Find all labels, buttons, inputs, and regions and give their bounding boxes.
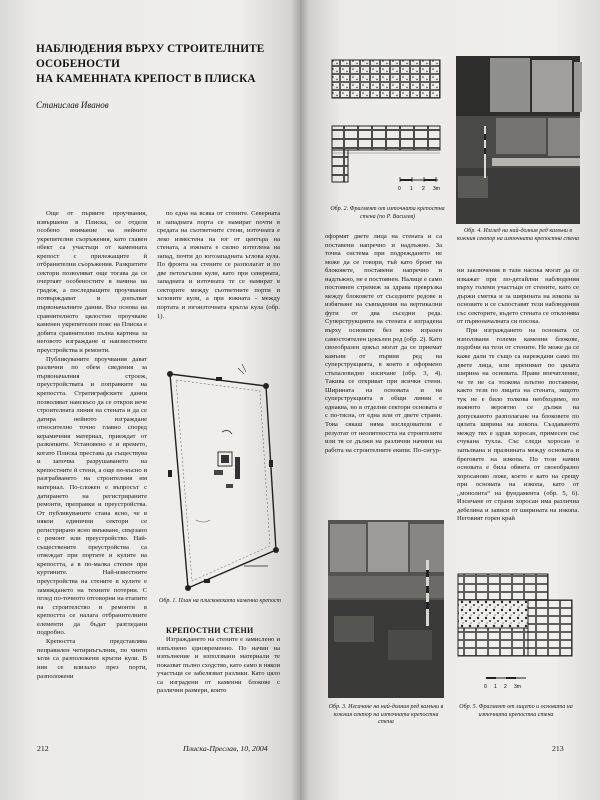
scale-label: 1 <box>410 186 413 192</box>
article-title <box>36 42 286 87</box>
left-column-2 <box>157 210 280 352</box>
left-column-1 <box>37 210 147 730</box>
paragraph: Публикуваните проучвания дават различни по обем сведения за първоначалния строеж, преустройствата и поправките на крепостта. Стратиграфските данни позволяват наискъсо да се открои вече строителната линия на стената и да се датира нейното изграждане относително точно главно според керамичния материал, приеждат от разкопките. Установено е и времето, когато Плиска престава да съществува и започва разрушаването на крепостните й стени, а още по-късно и разграбването на строителния им материал. По-сложен е въпросът с датирането на регистрираните ремонти, преправки и преустройства. От публикуваните стана ясно, че в някои единични сектори се регистрирано ясно вмъкване, свързано с ремонт или преустройство. Най-съществените преустройства са отвеждат при портите и кулите на крепостта, а в по-малка степен при куртините. Най-известните преустройства на стените в кулите е замяждането на техните потерни. С оглед по-точното отговорни на етапите на строителство и ремонти в крепостта се налага отбранителните елементи да бъдат разгледани подробно. <box>37 355 147 637</box>
foundation-photo <box>328 520 444 698</box>
wall-section-drawing <box>452 568 580 698</box>
right-column-2 <box>457 267 579 523</box>
stone-wall-photo <box>456 56 580 224</box>
page-number-right: 213 <box>552 744 564 753</box>
scale-label: 2 <box>504 684 507 690</box>
paragraph: При изграждането на основата се използвани големи каменни блокове, подобни на тези от стените. Не може да се каже дали те също са нареждани само по двете лица, или пренимат по цялата ширина на основата. Прави впечатление, че те не са толкова плътно поставени, както тези по лицата на стената, защото тук не е било толкова необходимо, но важното вероятно се дължи на допусканото разполагане на блоковете по цялата ширина на изкопа. Създаваното между тях е здрав хоросан, примесен със счукана тухла. Със следи хоросан е запълвана и празнината между основата и бреговете на изкопа. По този начин основата е била обвита от своеобразно хоросаново ложе, което е като на срещу при основата на изкопа, като от ,,монолита“ на фундамента (обр. 5, 6). Изсичане от страни хоросан има различна дебелина и зависи от ширината на изкопа. Неговият горен край <box>457 327 579 523</box>
title-line: НА КАМЕННАТА КРЕПОСТ В ПЛИСКА <box>36 73 256 85</box>
paragraph: Крепостта представлява неправилен четириъгълник, по чиито ъгли са разположени кръгли кули. В ния се влизало през порти, разположени <box>37 638 147 680</box>
figure-3-caption: Обр. 3. Изсичане на най-долния ред камъни в южния сектор на източната крепостна стена <box>328 704 444 725</box>
figure-4-caption: Обр. 4. Изглед на най-долния ред камъни в южния сектор на източната крепостна стена <box>456 228 580 242</box>
scale-label: 1 <box>494 684 497 690</box>
paragraph: ни заключения в тази насока могат да се изкажат при по-детайлни наблюдения върху големи участъци от стените, като се държи сметка и за ширината на изкопа за основите и се съпоставят тези наблюдения със секторите, където стената се отклонява от първоначалната си посока. <box>457 267 579 326</box>
wall-photo-figure-3 <box>328 520 444 698</box>
author-name: Станислав Иванов <box>36 100 109 110</box>
scale-label: 3m <box>514 684 521 690</box>
figure-5-caption: Обр. 5. Фрагмент от лицето и основата на източната крепостна стена <box>459 704 573 718</box>
paragraph: Още от първите проучвания, извършени в Плиска, се отделя особено внимание на нейните укрепителни съоръжения, като главен обект са участъци от каменната крепост с прилежащите й отбранителни съоръжения. Разкритите сектори позволяват още тогава да се очертаят особеностите в начина на градеж, а последващите проучвания потвърждават и допълват първоначалните данни. Въз основа на сравнителното цялостно проучване каменен укрепителен пояс на Плиска е добита сравнително пълна картина за неговото изграждане и наизвестните преустройства и ремонти. <box>37 210 147 354</box>
scale-label: 3m <box>433 186 440 192</box>
scale-label: 0 <box>484 684 487 690</box>
figure-2-caption: Обр. 2. Фрагмент от източната крепостна стена (по Р. Василев) <box>330 206 445 220</box>
wall-photo-figure-4 <box>456 56 580 224</box>
scale-label: 2 <box>422 186 425 192</box>
title-line: НАБЛЮДЕНИЯ ВЪРХУ СТРОИТЕЛНИТЕ ОСОБЕНОСТИ <box>36 43 265 70</box>
page-number-left: 212 <box>37 744 49 753</box>
paragraph: по една на всяка от стените. Северната и западната порта се намират почти в средата на съответните стени, източната е леко изместена на юг от центъра на стената, а южната е силно изтеглена на запад, почти до югозападната ъглова кула. По фронта на стените се разполагат и по две петоъгълни кули, като при северната, западната и източната те се намират в секторите между съответните порти и ъгловите кули, а при южната - между портата и югоизточната кръгла кула (обр. 1). <box>157 210 280 320</box>
scale-label: 0 <box>398 186 401 192</box>
figure-1-caption: Обр. 1. План на плисковската каменна крепост <box>158 598 281 604</box>
fortress-plan-figure <box>156 360 284 592</box>
running-footer: Плиска-Преслав, 10, 2004 <box>183 744 268 753</box>
left-column-3 <box>157 627 280 730</box>
wall-section-figure-5 <box>452 568 580 698</box>
wall-elevation-drawing <box>330 58 445 198</box>
paragraph: оформят двете лица на стената и са поставени напречно и надлъжно. За точна система при подреждането не може да се говори, тъй като броят на блоковете, поставени напречно и надлъжно, не е постоянен. Налице е само постоянен стремеж за здрава превръзка между блоковете от съседните редове и избягване на съвпадения на вертикални фуги от два съседни реда. Суперструкцията на стената е изградена върху основите без ясно изразен самостоятелен цокълен ред (обр. 2). Като своеобразен цокъл могат да се приемат камъни от първия ред на суперструкцията, в които е оформено стъпаловидно изсичане (обр. 3, 4). Такива се откриват при всички стени. Ширината на основата и на суперструкцията в общи линии е еднаква, но в отделни сектори основата е с по-тясна, от една или от двете страни. Това сякаш няма изследователи е резултат от неопитността на строителите или тя се дължи на различни начини на работа на строителните екипи. По-сигур- <box>325 233 442 454</box>
section-heading: КРЕПОСТНИ СТЕНИ <box>166 626 254 635</box>
fortress-plan-drawing <box>156 360 284 592</box>
wall-fragment-drawing <box>330 58 445 198</box>
right-page <box>300 0 600 800</box>
paragraph: Изграждането на стените е замислено и изпълнено едновременно. По начин на изпълнение и използвани материали те показват пълно сходство, като само в някои участъци се забелязват разлики. Като цяло са изградени от каменни блокове с различни размери, които <box>157 636 280 695</box>
right-column-1 <box>325 233 442 513</box>
